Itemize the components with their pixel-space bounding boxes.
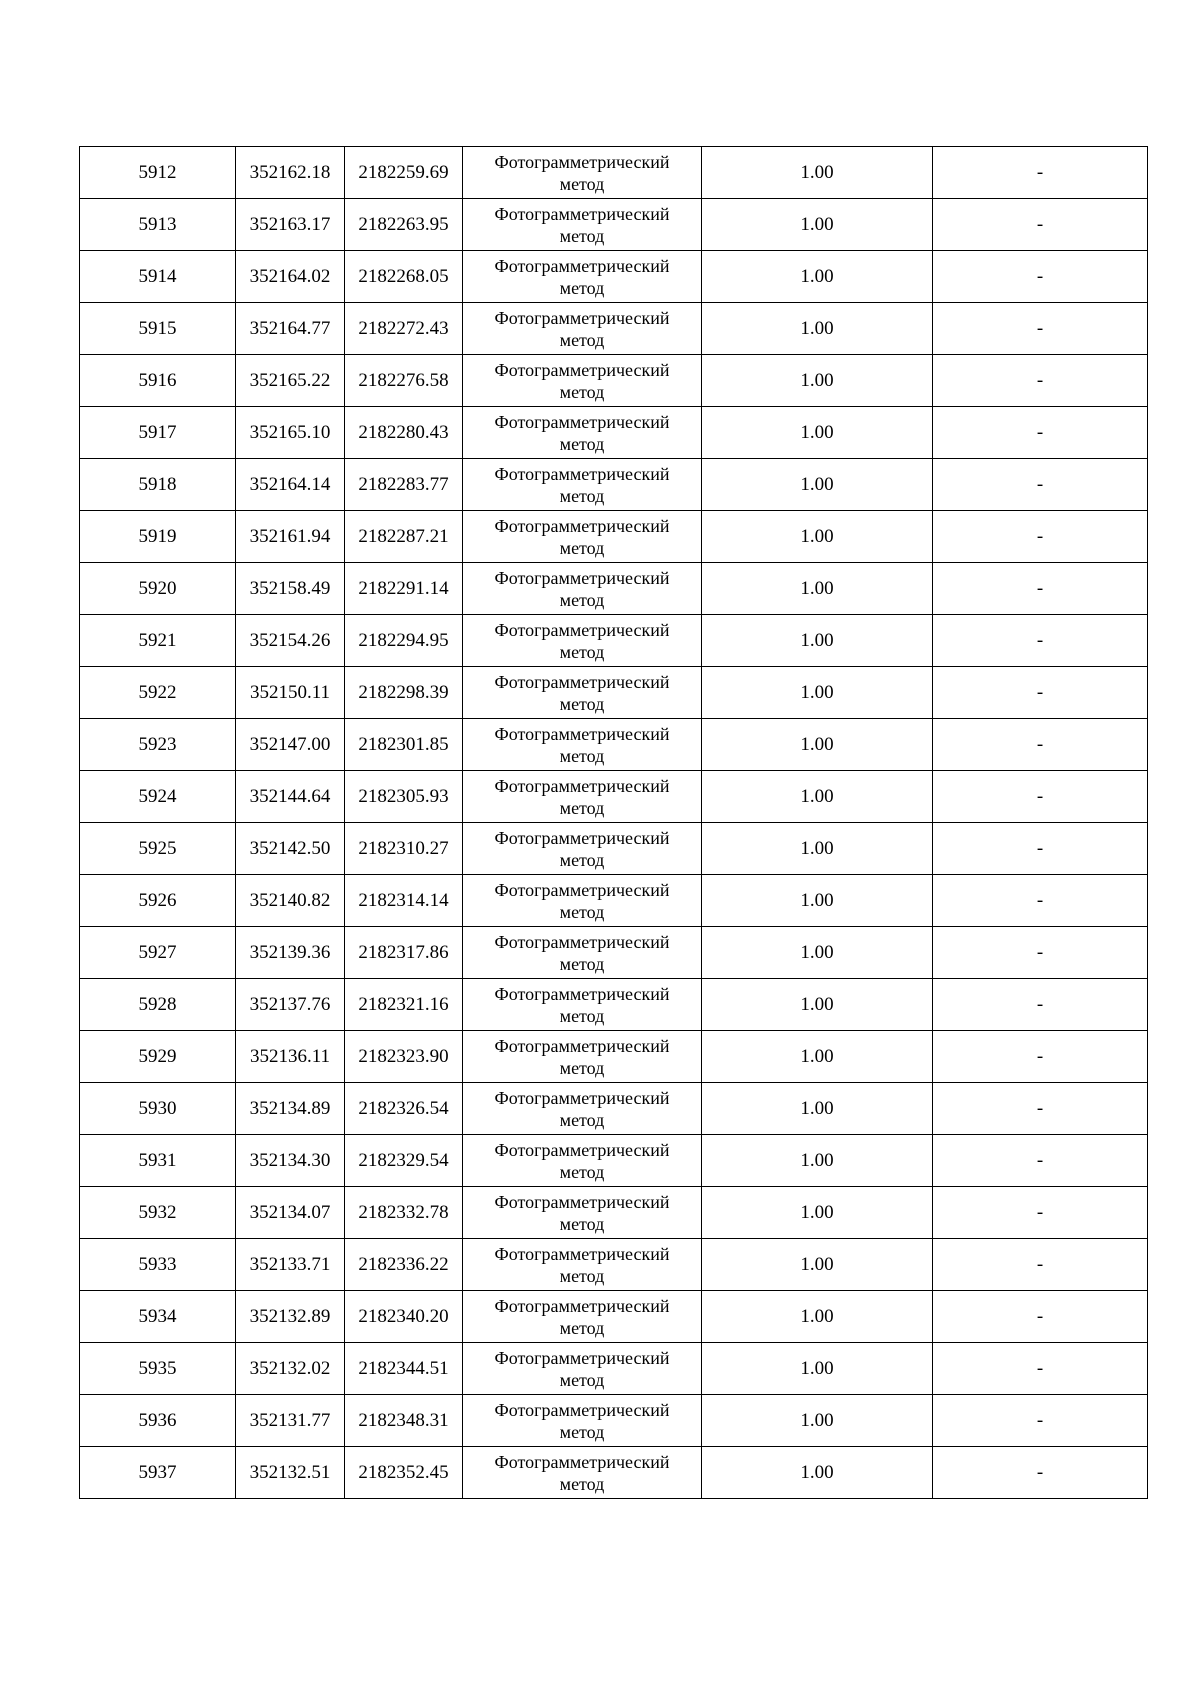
- method-text-line-1: Фотограмметрический: [494, 411, 670, 432]
- x-coordinate-cell: 352163.17: [236, 199, 345, 251]
- x-coordinate-cell: 352140.82: [236, 875, 345, 927]
- y-coordinate-cell: 2182298.39: [345, 667, 463, 719]
- method-text-line-1: Фотограмметрический: [494, 1243, 670, 1264]
- y-coordinate-cell: 2182283.77: [345, 459, 463, 511]
- note-cell: -: [933, 1447, 1148, 1499]
- x-coordinate-cell: 352150.11: [236, 667, 345, 719]
- method-text-line-2: метод: [559, 1109, 605, 1130]
- method-cell: [463, 875, 702, 927]
- note-cell: -: [933, 251, 1148, 303]
- table-row: [80, 563, 1148, 615]
- method-cell: [463, 1395, 702, 1447]
- accuracy-cell: 1.00: [702, 1291, 933, 1343]
- y-coordinate-cell: 2182326.54: [345, 1083, 463, 1135]
- method-text-line-2: метод: [559, 173, 605, 194]
- x-coordinate-cell: 352132.89: [236, 1291, 345, 1343]
- x-coordinate-cell: 352132.02: [236, 1343, 345, 1395]
- accuracy-cell: 1.00: [702, 823, 933, 875]
- y-coordinate-cell: 2182305.93: [345, 771, 463, 823]
- method-text-line-2: метод: [559, 849, 605, 870]
- table-row: [80, 927, 1148, 979]
- x-coordinate-cell: 352154.26: [236, 615, 345, 667]
- note-cell: -: [933, 1395, 1148, 1447]
- x-coordinate-cell: 352158.49: [236, 563, 345, 615]
- note-cell: -: [933, 719, 1148, 771]
- method-cell: [463, 303, 702, 355]
- note-cell: -: [933, 407, 1148, 459]
- accuracy-cell: 1.00: [702, 875, 933, 927]
- method-cell: [463, 1239, 702, 1291]
- note-cell: -: [933, 199, 1148, 251]
- y-coordinate-cell: 2182310.27: [345, 823, 463, 875]
- coordinates-table: [79, 146, 1148, 1499]
- method-text-line-1: Фотограмметрический: [494, 931, 670, 952]
- table-row: [80, 459, 1148, 511]
- y-coordinate-cell: 2182323.90: [345, 1031, 463, 1083]
- method-text-line-2: метод: [559, 797, 605, 818]
- point-number-cell: 5918: [80, 459, 236, 511]
- method-text-line-1: Фотограмметрический: [494, 151, 670, 172]
- method-text-line-2: метод: [559, 745, 605, 766]
- method-text-line-1: Фотограмметрический: [494, 307, 670, 328]
- accuracy-cell: 1.00: [702, 667, 933, 719]
- method-text-line-1: Фотограмметрический: [494, 1451, 670, 1472]
- y-coordinate-cell: 2182294.95: [345, 615, 463, 667]
- method-text-line-1: Фотограмметрический: [494, 1087, 670, 1108]
- method-text-line-1: Фотограмметрический: [494, 619, 670, 640]
- y-coordinate-cell: 2182317.86: [345, 927, 463, 979]
- table-row: [80, 1031, 1148, 1083]
- method-text-line-1: Фотограмметрический: [494, 1035, 670, 1056]
- method-text-line-1: Фотограмметрический: [494, 671, 670, 692]
- method-cell: [463, 1343, 702, 1395]
- method-cell: [463, 1083, 702, 1135]
- method-text-line-1: Фотограмметрический: [494, 359, 670, 380]
- point-number-cell: 5919: [80, 511, 236, 563]
- accuracy-cell: 1.00: [702, 1083, 933, 1135]
- point-number-cell: 5933: [80, 1239, 236, 1291]
- method-text-line-2: метод: [559, 1317, 605, 1338]
- x-coordinate-cell: 352162.18: [236, 147, 345, 199]
- method-text-line-2: метод: [559, 1421, 605, 1442]
- accuracy-cell: 1.00: [702, 199, 933, 251]
- method-text-line-2: метод: [559, 1369, 605, 1390]
- accuracy-cell: 1.00: [702, 979, 933, 1031]
- method-text-line-2: метод: [559, 1161, 605, 1182]
- point-number-cell: 5930: [80, 1083, 236, 1135]
- y-coordinate-cell: 2182352.45: [345, 1447, 463, 1499]
- y-coordinate-cell: 2182291.14: [345, 563, 463, 615]
- x-coordinate-cell: 352133.71: [236, 1239, 345, 1291]
- accuracy-cell: 1.00: [702, 355, 933, 407]
- note-cell: -: [933, 1083, 1148, 1135]
- point-number-cell: 5923: [80, 719, 236, 771]
- table-row: [80, 979, 1148, 1031]
- y-coordinate-cell: 2182301.85: [345, 719, 463, 771]
- method-cell: [463, 407, 702, 459]
- y-coordinate-cell: 2182340.20: [345, 1291, 463, 1343]
- method-cell: [463, 1187, 702, 1239]
- y-coordinate-cell: 2182336.22: [345, 1239, 463, 1291]
- method-cell: [463, 563, 702, 615]
- accuracy-cell: 1.00: [702, 303, 933, 355]
- method-text-line-1: Фотограмметрический: [494, 827, 670, 848]
- x-coordinate-cell: 352144.64: [236, 771, 345, 823]
- method-text-line-2: метод: [559, 1473, 605, 1494]
- table-row: [80, 1239, 1148, 1291]
- y-coordinate-cell: 2182263.95: [345, 199, 463, 251]
- coordinates-table-body: [80, 147, 1148, 1499]
- method-text-line-2: метод: [559, 953, 605, 974]
- method-text-line-2: метод: [559, 1213, 605, 1234]
- table-row: [80, 199, 1148, 251]
- x-coordinate-cell: 352164.02: [236, 251, 345, 303]
- note-cell: -: [933, 147, 1148, 199]
- point-number-cell: 5912: [80, 147, 236, 199]
- note-cell: -: [933, 667, 1148, 719]
- accuracy-cell: 1.00: [702, 1187, 933, 1239]
- point-number-cell: 5921: [80, 615, 236, 667]
- accuracy-cell: 1.00: [702, 927, 933, 979]
- y-coordinate-cell: 2182287.21: [345, 511, 463, 563]
- table-row: [80, 771, 1148, 823]
- table-row: [80, 355, 1148, 407]
- point-number-cell: 5924: [80, 771, 236, 823]
- point-number-cell: 5916: [80, 355, 236, 407]
- x-coordinate-cell: 352137.76: [236, 979, 345, 1031]
- method-text-line-2: метод: [559, 1005, 605, 1026]
- x-coordinate-cell: 352134.30: [236, 1135, 345, 1187]
- method-cell: [463, 511, 702, 563]
- table-row: [80, 251, 1148, 303]
- y-coordinate-cell: 2182280.43: [345, 407, 463, 459]
- method-text-line-2: метод: [559, 901, 605, 922]
- method-cell: [463, 251, 702, 303]
- note-cell: -: [933, 563, 1148, 615]
- method-cell: [463, 927, 702, 979]
- table-row: [80, 1343, 1148, 1395]
- accuracy-cell: 1.00: [702, 1447, 933, 1499]
- table-row: [80, 1395, 1148, 1447]
- table-row: [80, 1187, 1148, 1239]
- method-cell: [463, 1447, 702, 1499]
- x-coordinate-cell: 352131.77: [236, 1395, 345, 1447]
- method-text-line-1: Фотограмметрический: [494, 1139, 670, 1160]
- x-coordinate-cell: 352134.89: [236, 1083, 345, 1135]
- note-cell: -: [933, 303, 1148, 355]
- method-text-line-2: метод: [559, 381, 605, 402]
- note-cell: -: [933, 823, 1148, 875]
- x-coordinate-cell: 352147.00: [236, 719, 345, 771]
- x-coordinate-cell: 352134.07: [236, 1187, 345, 1239]
- note-cell: -: [933, 979, 1148, 1031]
- point-number-cell: 5931: [80, 1135, 236, 1187]
- accuracy-cell: 1.00: [702, 1343, 933, 1395]
- method-text-line-1: Фотограмметрический: [494, 1191, 670, 1212]
- point-number-cell: 5926: [80, 875, 236, 927]
- accuracy-cell: 1.00: [702, 1395, 933, 1447]
- accuracy-cell: 1.00: [702, 1239, 933, 1291]
- note-cell: -: [933, 459, 1148, 511]
- table-row: [80, 407, 1148, 459]
- table-row: [80, 823, 1148, 875]
- accuracy-cell: 1.00: [702, 563, 933, 615]
- note-cell: -: [933, 355, 1148, 407]
- x-coordinate-cell: 352142.50: [236, 823, 345, 875]
- method-text-line-2: метод: [559, 485, 605, 506]
- note-cell: -: [933, 927, 1148, 979]
- method-text-line-1: Фотограмметрический: [494, 203, 670, 224]
- method-text-line-2: метод: [559, 1265, 605, 1286]
- method-text-line-2: метод: [559, 433, 605, 454]
- point-number-cell: 5917: [80, 407, 236, 459]
- point-number-cell: 5913: [80, 199, 236, 251]
- method-cell: [463, 199, 702, 251]
- note-cell: -: [933, 875, 1148, 927]
- y-coordinate-cell: 2182268.05: [345, 251, 463, 303]
- x-coordinate-cell: 352136.11: [236, 1031, 345, 1083]
- point-number-cell: 5915: [80, 303, 236, 355]
- accuracy-cell: 1.00: [702, 615, 933, 667]
- method-text-line-1: Фотограмметрический: [494, 567, 670, 588]
- x-coordinate-cell: 352165.22: [236, 355, 345, 407]
- point-number-cell: 5928: [80, 979, 236, 1031]
- point-number-cell: 5925: [80, 823, 236, 875]
- x-coordinate-cell: 352161.94: [236, 511, 345, 563]
- note-cell: -: [933, 1135, 1148, 1187]
- accuracy-cell: 1.00: [702, 407, 933, 459]
- accuracy-cell: 1.00: [702, 1031, 933, 1083]
- method-text-line-1: Фотограмметрический: [494, 1399, 670, 1420]
- note-cell: -: [933, 1031, 1148, 1083]
- note-cell: -: [933, 771, 1148, 823]
- method-text-line-2: метод: [559, 589, 605, 610]
- table-row: [80, 667, 1148, 719]
- method-cell: [463, 1135, 702, 1187]
- method-text-line-2: метод: [559, 641, 605, 662]
- method-text-line-1: Фотограмметрический: [494, 983, 670, 1004]
- point-number-cell: 5936: [80, 1395, 236, 1447]
- method-cell: [463, 147, 702, 199]
- point-number-cell: 5935: [80, 1343, 236, 1395]
- accuracy-cell: 1.00: [702, 1135, 933, 1187]
- method-cell: [463, 615, 702, 667]
- point-number-cell: 5927: [80, 927, 236, 979]
- accuracy-cell: 1.00: [702, 147, 933, 199]
- table-row: [80, 511, 1148, 563]
- accuracy-cell: 1.00: [702, 771, 933, 823]
- y-coordinate-cell: 2182272.43: [345, 303, 463, 355]
- method-text-line-1: Фотограмметрический: [494, 775, 670, 796]
- y-coordinate-cell: 2182332.78: [345, 1187, 463, 1239]
- method-text-line-2: метод: [559, 537, 605, 558]
- table-row: [80, 1135, 1148, 1187]
- accuracy-cell: 1.00: [702, 719, 933, 771]
- table-row: [80, 1291, 1148, 1343]
- accuracy-cell: 1.00: [702, 251, 933, 303]
- table-row: [80, 303, 1148, 355]
- y-coordinate-cell: 2182321.16: [345, 979, 463, 1031]
- point-number-cell: 5937: [80, 1447, 236, 1499]
- method-cell: [463, 667, 702, 719]
- y-coordinate-cell: 2182314.14: [345, 875, 463, 927]
- point-number-cell: 5929: [80, 1031, 236, 1083]
- point-number-cell: 5914: [80, 251, 236, 303]
- note-cell: -: [933, 511, 1148, 563]
- table-row: [80, 615, 1148, 667]
- method-cell: [463, 1291, 702, 1343]
- method-text-line-1: Фотограмметрический: [494, 463, 670, 484]
- x-coordinate-cell: 352164.77: [236, 303, 345, 355]
- table-row: [80, 1083, 1148, 1135]
- method-text-line-2: метод: [559, 329, 605, 350]
- method-text-line-1: Фотограмметрический: [494, 1295, 670, 1316]
- method-cell: [463, 979, 702, 1031]
- table-row: [80, 147, 1148, 199]
- point-number-cell: 5934: [80, 1291, 236, 1343]
- x-coordinate-cell: 352164.14: [236, 459, 345, 511]
- table-row: [80, 1447, 1148, 1499]
- accuracy-cell: 1.00: [702, 459, 933, 511]
- y-coordinate-cell: 2182348.31: [345, 1395, 463, 1447]
- method-cell: [463, 355, 702, 407]
- method-cell: [463, 771, 702, 823]
- note-cell: -: [933, 1291, 1148, 1343]
- method-cell: [463, 823, 702, 875]
- note-cell: -: [933, 1343, 1148, 1395]
- point-number-cell: 5922: [80, 667, 236, 719]
- y-coordinate-cell: 2182276.58: [345, 355, 463, 407]
- x-coordinate-cell: 352165.10: [236, 407, 345, 459]
- note-cell: -: [933, 1239, 1148, 1291]
- method-text-line-2: метод: [559, 693, 605, 714]
- method-text-line-1: Фотограмметрический: [494, 723, 670, 744]
- note-cell: -: [933, 1187, 1148, 1239]
- y-coordinate-cell: 2182329.54: [345, 1135, 463, 1187]
- table-row: [80, 875, 1148, 927]
- method-text-line-2: метод: [559, 1057, 605, 1078]
- x-coordinate-cell: 352139.36: [236, 927, 345, 979]
- method-text-line-1: Фотограмметрический: [494, 879, 670, 900]
- y-coordinate-cell: 2182259.69: [345, 147, 463, 199]
- x-coordinate-cell: 352132.51: [236, 1447, 345, 1499]
- method-text-line-1: Фотограмметрический: [494, 1347, 670, 1368]
- table-row: [80, 719, 1148, 771]
- point-number-cell: 5920: [80, 563, 236, 615]
- point-number-cell: 5932: [80, 1187, 236, 1239]
- y-coordinate-cell: 2182344.51: [345, 1343, 463, 1395]
- method-cell: [463, 459, 702, 511]
- method-text-line-2: метод: [559, 277, 605, 298]
- method-cell: [463, 1031, 702, 1083]
- method-text-line-1: Фотограмметрический: [494, 255, 670, 276]
- method-cell: [463, 719, 702, 771]
- accuracy-cell: 1.00: [702, 511, 933, 563]
- method-text-line-1: Фотограмметрический: [494, 515, 670, 536]
- method-text-line-2: метод: [559, 225, 605, 246]
- note-cell: -: [933, 615, 1148, 667]
